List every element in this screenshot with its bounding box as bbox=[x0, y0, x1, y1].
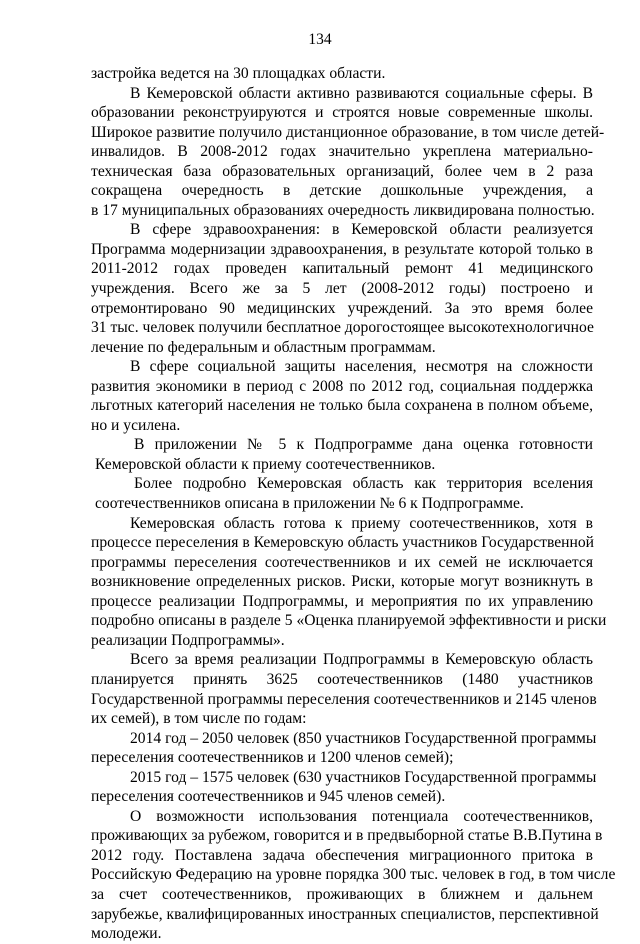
body-text-line: планируется принять 3625 соотечественников (1480 участников bbox=[91, 670, 593, 688]
body-text-line: лечение по федеральным и областным программам. bbox=[91, 338, 436, 356]
body-text-line: возникновение определенных рисков. Риски, которые могут возникнуть в bbox=[91, 573, 593, 591]
page-number: 134 bbox=[308, 31, 332, 48]
body-text-line: Кемеровская область готова к приему соотечественников, хотя в bbox=[130, 514, 593, 532]
body-text-line: 2012 году. Поставлена задача обеспечения миграционного притока в bbox=[91, 846, 593, 864]
body-text-line: молодежи. bbox=[91, 925, 162, 943]
body-text-line: Программа модернизации здравоохранения, в результате которой только в bbox=[91, 240, 593, 258]
body-text-line: Широкое развитие получило дистанционное образование, в том числе детей- bbox=[91, 123, 605, 141]
body-text-line: 31 тыс. человек получили бесплатное дорогостоящее высокотехнологичное bbox=[91, 319, 594, 337]
body-text-line: В сфере здравоохранения: в Кемеровской области реализуется bbox=[130, 221, 593, 239]
body-text-line: переселения соотечественников и 1200 членов семей); bbox=[91, 749, 454, 767]
body-text-line: Российскую Федерацию на уровне порядка 300 тыс. человек в год, в том числе bbox=[91, 866, 616, 884]
body-text-line: О возможности использования потенциала соотечественников, bbox=[130, 807, 593, 825]
body-text-line: Государственной программы переселения соотечественников и 2145 членов bbox=[91, 690, 597, 708]
body-text-line: переселения соотечественников и 945 членов семей). bbox=[91, 788, 446, 806]
body-text-line: реализации Подпрограммы». bbox=[91, 631, 285, 649]
body-text-line: техническая база образовательных организаций, более чем в 2 раза bbox=[91, 162, 593, 180]
body-text-line: образовании реконструируются и строятся новые современные школы. bbox=[91, 104, 593, 122]
body-text-line: их семей), в том числе по годам: bbox=[91, 710, 307, 728]
body-text-line: Более подробно Кемеровская область как территория вселения bbox=[134, 475, 593, 493]
body-text-line: подробно описаны в разделе 5 «Оценка планируемой эффективности и риски bbox=[91, 612, 607, 630]
body-text-line: сокращена очередность в детские дошкольные учреждения, а bbox=[91, 182, 593, 200]
body-text-line: соотечественников описана в приложении № 6 к Подпрограмме. bbox=[95, 495, 524, 513]
body-text-line: инвалидов. В 2008-2012 годах значительно укреплена материально- bbox=[91, 143, 593, 161]
body-text-line: В сфере социальной защиты населения, несмотря на сложности bbox=[130, 358, 593, 376]
body-text-line: за счет соотечественников, проживающих в ближнем и дальнем bbox=[91, 885, 593, 903]
body-text-line: Кемеровской области к приему соотечественников. bbox=[95, 455, 436, 473]
body-text-line: процессе реализации Подпрограммы, и мероприятия по их управлению bbox=[91, 592, 593, 610]
body-text-line: программы переселения соотечественников и их семей не исключается bbox=[91, 553, 593, 571]
body-text-line: но и усилена. bbox=[91, 416, 181, 434]
body-text-line: В Кемеровской области активно развиваются социальные сферы. В bbox=[130, 84, 593, 102]
body-text-line: зарубежье, квалифицированных иностранных специалистов, перспективной bbox=[91, 905, 599, 923]
body-text-line: 2011-2012 годах проведен капитальный ремонт 41 медицинского bbox=[91, 260, 593, 278]
body-text-line: 2015 год – 1575 человек (630 участников Государственной программы bbox=[130, 768, 597, 786]
document-body bbox=[91, 64, 616, 944]
body-text-line: проживающих за рубежом, говорится и в предвыборной статье В.В.Путина в bbox=[91, 827, 603, 845]
body-text-line: отремонтировано 90 медицинских учреждений. За это время более bbox=[91, 299, 593, 317]
body-text-line: в 17 муниципальных образованиях очередность ликвидирована полностью. bbox=[91, 201, 595, 219]
body-text-line: учреждения. Всего же за 5 лет (2008-2012 годы) построено и bbox=[91, 280, 593, 298]
body-text-line: В приложении № 5 к Подпрограмме дана оценка готовности bbox=[134, 436, 593, 454]
body-text-line: застройка ведется на 30 площадках области. bbox=[91, 65, 386, 82]
body-text-line: 2014 год – 2050 человек (850 участников Государственной программы bbox=[130, 729, 597, 747]
body-text-line: Всего за время реализации Подпрограммы в Кемеровскую область bbox=[130, 651, 593, 669]
body-text-line: развития экономики в период с 2008 по 2012 год, социальная поддержка bbox=[91, 377, 593, 395]
body-text-line: процессе переселения в Кемеровскую область участников Государственной bbox=[91, 534, 594, 552]
body-text-line: льготных категорий населения не только была сохранена в полном объеме, bbox=[91, 397, 593, 415]
